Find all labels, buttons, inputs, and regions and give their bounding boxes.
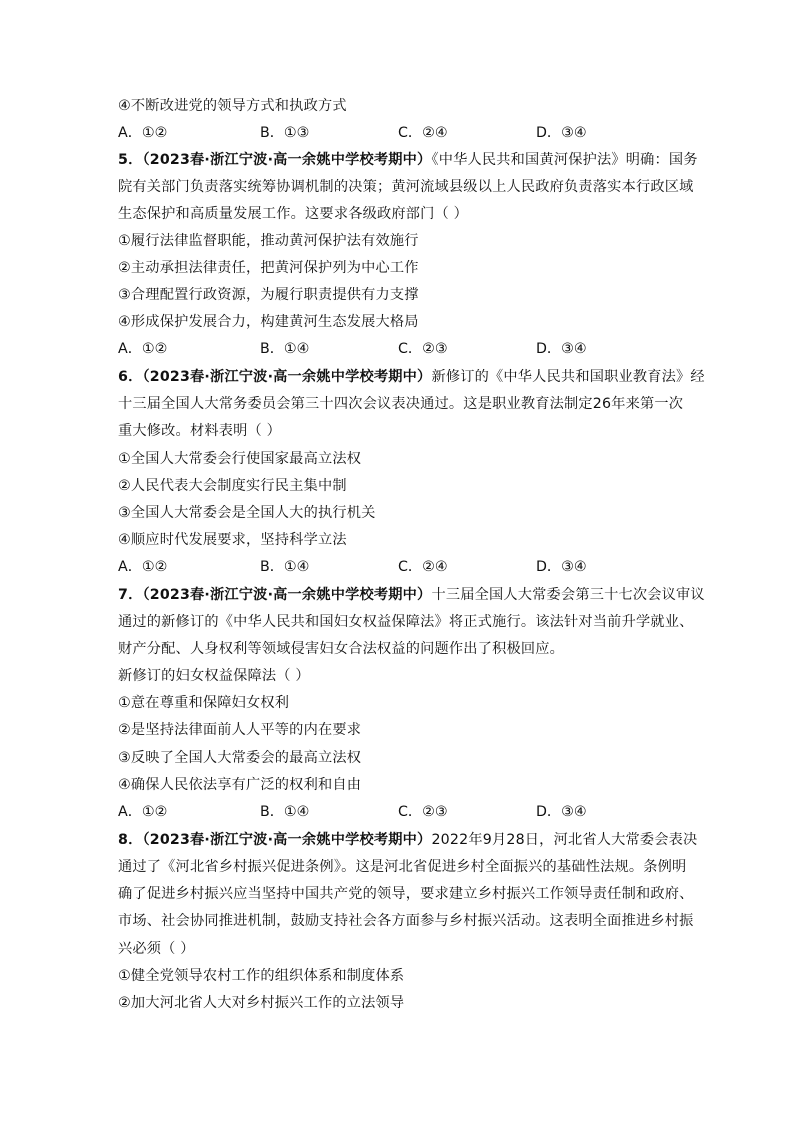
q6-item-3: ③全国人大常委会是全国人大的执行机关 bbox=[118, 505, 376, 521]
q5-option-c: C．②③ bbox=[398, 341, 448, 357]
q8-item-1: ①健全党领导农村工作的组织体系和制度体系 bbox=[118, 968, 405, 984]
q7-stem-line-3: 财产分配、人身权利等领域侵害妇女合法权益的问题作出了积极回应。 bbox=[118, 641, 565, 657]
q7-source: （2023春·浙江宁波·高一余姚中学校考期中） bbox=[142, 587, 432, 603]
q7-option-a: A．①② bbox=[118, 804, 168, 820]
q5-stem-line-3: 生态保护和高质量发展工作。这要求各级政府部门（ ） bbox=[118, 206, 469, 222]
q6-stem-line-1 bbox=[118, 367, 705, 387]
q7-item-1: ①意在尊重和保障妇女权利 bbox=[118, 695, 290, 711]
q7-item-2: ②是坚持法律面前人人平等的内在要求 bbox=[118, 722, 362, 738]
q5-option-b: B．①④ bbox=[260, 341, 310, 357]
q7-options bbox=[118, 802, 678, 822]
q5-item-4: ④形成保护发展合力，构建黄河生态发展大格局 bbox=[118, 314, 419, 330]
q4-option-b: B．①③ bbox=[260, 125, 310, 141]
q6-stem-text-1: 新修订的《中华人民共和国职业教育法》经 bbox=[431, 369, 705, 385]
q8-item-2: ②加大河北省人大对乡村振兴工作的立法领导 bbox=[118, 995, 405, 1011]
q7-stem-line-1 bbox=[118, 585, 705, 605]
q6-stem-line-2: 十三届全国人大常务委员会第三十四次会议表决通过。这是职业教育法制定26年来第一次 bbox=[118, 396, 684, 412]
q7-number: 7． bbox=[118, 587, 143, 603]
q6-options bbox=[118, 557, 678, 577]
q7-item-3: ③反映了全国人大常委会的最高立法权 bbox=[118, 750, 362, 766]
q7-stem-line-2: 通过的新修订的《中华人民共和国妇女权益保障法》将正式施行。该法针对当前升学就业、 bbox=[118, 614, 694, 630]
q6-stem-line-3: 重大修改。材料表明（ ） bbox=[118, 423, 281, 439]
q4-option-d: D．③④ bbox=[536, 125, 587, 141]
q7-option-b: B．①④ bbox=[260, 804, 310, 820]
q7-stem-line-4: 新修订的妇女权益保障法（ ） bbox=[118, 668, 310, 684]
q5-stem-line-1 bbox=[118, 150, 698, 170]
q5-item-3: ③合理配置行政资源，为履行职责提供有力支撑 bbox=[118, 287, 419, 303]
q6-option-a: A．①② bbox=[118, 559, 168, 575]
q6-option-c: C．②④ bbox=[398, 559, 448, 575]
q8-stem-text-1: 2022年9月28日，河北省人大常委会表决 bbox=[431, 832, 698, 848]
q5-option-a: A．①② bbox=[118, 341, 168, 357]
q8-stem-line-3: 确了促进乡村振兴应当坚持中国共产党的领导，要求建立乡村振兴工作领导责任制和政府、 bbox=[118, 886, 694, 902]
q5-source: （2023春·浙江宁波·高一余姚中学校考期中） bbox=[142, 152, 432, 168]
q5-item-2: ②主动承担法律责任，把黄河保护列为中心工作 bbox=[118, 260, 419, 276]
q8-number: 8． bbox=[118, 832, 143, 848]
q6-option-b: B．①④ bbox=[260, 559, 310, 575]
q6-item-2: ②人民代表大会制度实行民主集中制 bbox=[118, 478, 347, 494]
q7-option-c: C．②③ bbox=[398, 804, 448, 820]
q8-stem-line-4: 市场、社会协同推进机制，鼓励支持社会各方面参与乡村振兴活动。这表明全面推进乡村振 bbox=[118, 913, 694, 929]
q4-option-c: C．②④ bbox=[398, 125, 448, 141]
q5-stem-line-2: 院有关部门负责落实统筹协调机制的决策；黄河流域县级以上人民政府负责落实本行政区域 bbox=[118, 179, 694, 195]
q6-item-1: ①全国人大常委会行使国家最高立法权 bbox=[118, 451, 362, 467]
q6-source: （2023春·浙江宁波·高一余姚中学校考期中） bbox=[142, 369, 432, 385]
q5-number: 5． bbox=[118, 152, 143, 168]
q8-source: （2023春·浙江宁波·高一余姚中学校考期中） bbox=[142, 832, 432, 848]
q5-options bbox=[118, 339, 678, 359]
q7-stem-text-1: 十三届全国人大常委会第三十七次会议审议 bbox=[431, 587, 705, 603]
q7-item-4: ④确保人民依法享有广泛的权利和自由 bbox=[118, 777, 362, 793]
q8-stem-line-1 bbox=[118, 830, 697, 850]
q4-item-4: ④不断改进党的领导方式和执政方式 bbox=[118, 98, 347, 114]
q6-number: 6． bbox=[118, 369, 143, 385]
q4-option-a: A．①② bbox=[118, 125, 168, 141]
q8-stem-line-2: 通过了《河北省乡村振兴促进条例》。这是河北省促进乡村全面振兴的基础性法规。条例明 bbox=[118, 859, 687, 875]
q8-stem-line-5: 兴必须（ ） bbox=[118, 941, 195, 957]
q5-option-d: D．③④ bbox=[536, 341, 587, 357]
q6-option-d: D．③④ bbox=[536, 559, 587, 575]
q5-stem-text-1: 《中华人民共和国黄河保护法》明确：国务 bbox=[431, 152, 698, 168]
q5-item-1: ①履行法律监督职能，推动黄河保护法有效施行 bbox=[118, 233, 419, 249]
q6-item-4: ④顺应时代发展要求，坚持科学立法 bbox=[118, 532, 347, 548]
q7-option-d: D．③④ bbox=[536, 804, 587, 820]
q4-options bbox=[118, 123, 678, 143]
